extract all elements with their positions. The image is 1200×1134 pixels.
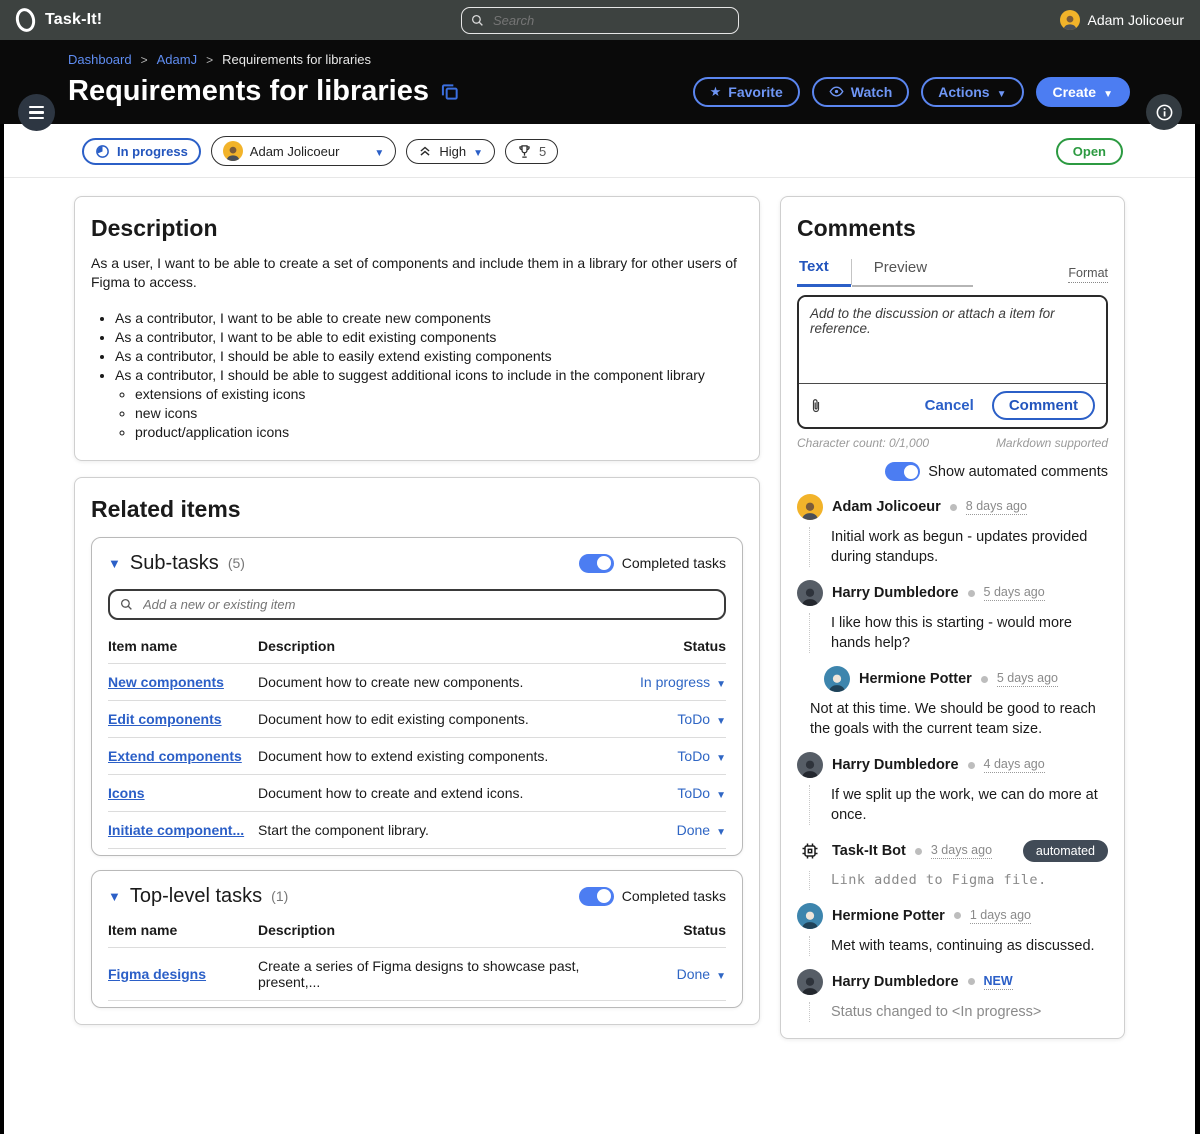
bot-chip-icon [797, 838, 823, 864]
item-description: Document how to create new components. [258, 663, 616, 700]
column-status: Status [683, 921, 726, 938]
column-item-name: Item name [108, 637, 178, 654]
comment-editor-tabs [797, 254, 1108, 287]
status-dropdown[interactable]: ToDo ▼ [677, 785, 726, 801]
chevron-down-icon [1103, 84, 1113, 100]
status-chip[interactable]: In progress [82, 138, 201, 165]
table-row [108, 700, 726, 737]
chevron-down-icon [473, 144, 483, 159]
comment-author: Hermione Potter [859, 671, 972, 687]
collapse-icon[interactable]: ▼ [108, 555, 121, 571]
open-state-badge: Open [1056, 138, 1123, 165]
status-dropdown[interactable]: Done ▼ [677, 966, 726, 982]
breadcrumb-current: Requirements for libraries [222, 52, 371, 67]
description-bullets [91, 310, 743, 440]
breadcrumb [68, 52, 1130, 67]
item-link[interactable]: Figma designs [108, 965, 207, 982]
status-dropdown[interactable]: In progress ▼ [640, 674, 726, 690]
subtasks-count: (5) [227, 555, 245, 572]
subtasks-title: Sub-tasks [129, 551, 219, 574]
column-status: Status [683, 637, 726, 654]
bullet-subitem: ◦ extensions of existing icons [135, 386, 743, 402]
menu-button[interactable] [18, 94, 55, 131]
comment-item [797, 752, 1108, 825]
dot-icon [950, 504, 957, 511]
avatar-hermione [824, 666, 850, 692]
dot-icon [954, 912, 961, 919]
assignee-avatar [223, 141, 243, 161]
completed-tasks-toggle[interactable] [579, 554, 614, 573]
item-link[interactable]: Initiate component... [108, 821, 245, 838]
page-header [0, 40, 1200, 124]
avatar-adam [797, 494, 823, 520]
comment-item-reply [810, 666, 1108, 739]
bullet-subitem: ◦ new icons [135, 405, 743, 421]
description-card [74, 196, 760, 461]
item-link[interactable]: New components [108, 673, 224, 690]
column-description: Description [258, 921, 336, 938]
dot-icon [981, 676, 988, 683]
bullet-item: • As a contributor, I should be able to easily extend existing components [115, 348, 743, 364]
table-row [108, 774, 726, 811]
comment-composer [797, 295, 1108, 429]
toplevel-title: Top-level tasks [129, 884, 263, 907]
comment-time-new: NEW [983, 973, 1013, 988]
comment-body: If we split up the work, we can do more at once. [809, 785, 1108, 825]
points-trophy-icon [517, 144, 532, 159]
in-progress-icon [95, 144, 110, 159]
comment-author: Adam Jolicoeur [832, 499, 941, 515]
add-item-field[interactable] [108, 589, 726, 620]
user-name: Adam Jolicoeur [1087, 12, 1184, 28]
priority-high-icon [418, 144, 432, 158]
add-item-input[interactable] [141, 596, 714, 613]
comment-time: 4 days ago [983, 757, 1045, 771]
search-input[interactable] [491, 12, 729, 29]
star-icon: ★ [709, 83, 722, 99]
comment-body: Not at this time. We should be good to reach the goals with the current team size. [810, 701, 1096, 737]
avatar-harry [797, 969, 823, 995]
priority-dropdown[interactable]: High ▼ [406, 139, 495, 164]
description-heading: Description [91, 215, 218, 241]
item-description: Create a series of Figma designs to showcase past, present,... [258, 947, 616, 1000]
eye-icon [829, 84, 844, 99]
create-button[interactable]: Create ▼ [1036, 77, 1131, 107]
comment-time: 5 days ago [996, 671, 1058, 685]
comment-body: I like how this is starting - would more hands help? [809, 613, 1108, 653]
comments-card [780, 196, 1125, 1039]
comment-item [797, 494, 1108, 567]
status-bar [4, 124, 1195, 178]
chevron-down-icon [716, 966, 726, 982]
item-link[interactable]: Icons [108, 784, 145, 801]
toggle-label: Completed tasks [621, 888, 726, 905]
item-description: Document how to extend existing components. [258, 737, 616, 774]
comment-author: Task-It Bot [832, 843, 906, 859]
show-automated-label: Show automated comments [928, 463, 1108, 480]
user-avatar [1060, 10, 1080, 30]
watch-button[interactable]: Watch [812, 77, 909, 107]
dot-icon [968, 762, 975, 769]
comment-item-new [797, 969, 1108, 1022]
comment-author: Harry Dumbledore [832, 757, 959, 773]
comment-time: 3 days ago [930, 843, 993, 857]
info-button[interactable] [1146, 94, 1182, 130]
bullet-subitem: ◦ product/application icons [135, 424, 743, 440]
table-row [108, 737, 726, 774]
comment-item [797, 903, 1108, 956]
chevron-down-icon [716, 785, 726, 801]
points-chip[interactable]: 5 [505, 139, 558, 164]
item-link[interactable]: Extend components [108, 747, 242, 764]
top-bar [0, 0, 1200, 40]
attachment-paperclip-icon[interactable] [810, 398, 822, 414]
chevron-down-icon [997, 84, 1007, 100]
comment-submit-button[interactable]: Comment [992, 391, 1095, 420]
comment-item [797, 580, 1108, 653]
comment-input[interactable] [799, 297, 1106, 383]
related-items-card [74, 477, 760, 1025]
bullet-item: • As a contributor, I should be able to suggest additional icons to include in the component library ◦ extensions of existing icons ◦ new icons ◦ product/application icons [115, 367, 743, 440]
table-row [108, 947, 726, 1000]
column-description: Description [258, 637, 336, 654]
comment-author: Harry Dumbledore [832, 585, 959, 601]
app-logo-icon [13, 6, 37, 34]
completed-tasks-toggle[interactable] [579, 887, 614, 906]
subtasks-table [108, 628, 726, 849]
breadcrumb-adamj[interactable]: AdamJ [156, 52, 198, 67]
user-menu[interactable] [1060, 10, 1185, 30]
subtasks-panel [91, 537, 743, 856]
comment-time: 5 days ago [983, 585, 1045, 599]
comment-body: Link added to Figma file. [809, 871, 1108, 890]
description-intro: As a user, I want to be able to create a set of components and include them in a library for other users of Figma to access. [91, 255, 737, 290]
global-search[interactable] [461, 7, 739, 34]
chevron-down-icon [716, 711, 726, 727]
table-row [108, 663, 726, 700]
breadcrumb-dashboard[interactable]: Dashboard [68, 52, 132, 67]
cancel-button[interactable]: Cancel [924, 397, 974, 414]
table-row [108, 811, 726, 848]
chevron-right-icon [206, 53, 213, 67]
avatar-harry [797, 752, 823, 778]
related-items-heading: Related items [91, 495, 241, 522]
toplevel-count: (1) [271, 888, 289, 905]
item-link[interactable]: Edit components [108, 710, 222, 727]
comment-time: 8 days ago [965, 499, 1027, 513]
info-icon [1155, 103, 1174, 122]
actions-button[interactable]: Actions ▼ [921, 77, 1023, 107]
comment-time: 1 days ago [969, 907, 1031, 922]
search-icon [471, 14, 484, 27]
dot-icon [968, 590, 975, 597]
status-dropdown[interactable]: Done ▼ [677, 822, 726, 838]
comment-item-automated [797, 838, 1108, 890]
page-title: Requirements for libraries [68, 75, 460, 108]
avatar-harry [797, 580, 823, 606]
app-name: Task-It! [45, 11, 103, 28]
item-description: Start the component library. [258, 811, 616, 848]
comment-body: Status changed to <In progress> [809, 1002, 1108, 1022]
markdown-note: Markdown supported [995, 436, 1108, 450]
bullet-item: • As a contributor, I want to be able to edit existing components [115, 329, 743, 345]
character-count: Character count: 0/1,000 [797, 436, 930, 450]
chevron-down-icon [716, 748, 726, 764]
column-item-name: Item name [108, 921, 178, 938]
toggle-label: Completed tasks [621, 555, 726, 572]
dot-icon [968, 978, 975, 985]
chevron-right-icon [141, 53, 148, 67]
show-automated-toggle[interactable] [885, 462, 920, 481]
dot-icon [915, 848, 922, 855]
tab-text[interactable]: Text [797, 254, 851, 287]
copy-link-icon[interactable] [440, 82, 460, 102]
avatar-hermione [797, 903, 823, 929]
tab-preview[interactable]: Preview [852, 255, 973, 287]
favorite-button[interactable]: ★ Favorite [693, 77, 800, 107]
chevron-down-icon [716, 822, 726, 838]
assignee-dropdown[interactable]: Adam Jolicoeur ▼ [211, 136, 397, 166]
chevron-down-icon [716, 674, 726, 690]
toplevel-table [108, 912, 726, 1001]
item-description: Document how to edit existing components. [258, 700, 616, 737]
status-dropdown[interactable]: ToDo ▼ [677, 711, 726, 727]
search-icon [120, 598, 133, 611]
comment-body: Met with teams, continuing as discussed. [809, 936, 1108, 956]
comment-body: Initial work as begun - updates provided during standups. [809, 527, 1108, 567]
bullet-item: • As a contributor, I want to be able to create new components [115, 310, 743, 326]
comments-heading: Comments [797, 215, 916, 241]
collapse-icon[interactable]: ▼ [108, 888, 121, 904]
status-dropdown[interactable]: ToDo ▼ [677, 748, 726, 764]
comment-author: Hermione Potter [832, 907, 945, 924]
comment-author: Harry Dumbledore [832, 973, 959, 990]
chevron-down-icon [374, 144, 384, 159]
format-link[interactable]: Format [1068, 266, 1108, 283]
automated-badge: automated [1023, 840, 1108, 862]
item-description: Document how to create and extend icons. [258, 774, 616, 811]
toplevel-tasks-panel [91, 870, 743, 1008]
